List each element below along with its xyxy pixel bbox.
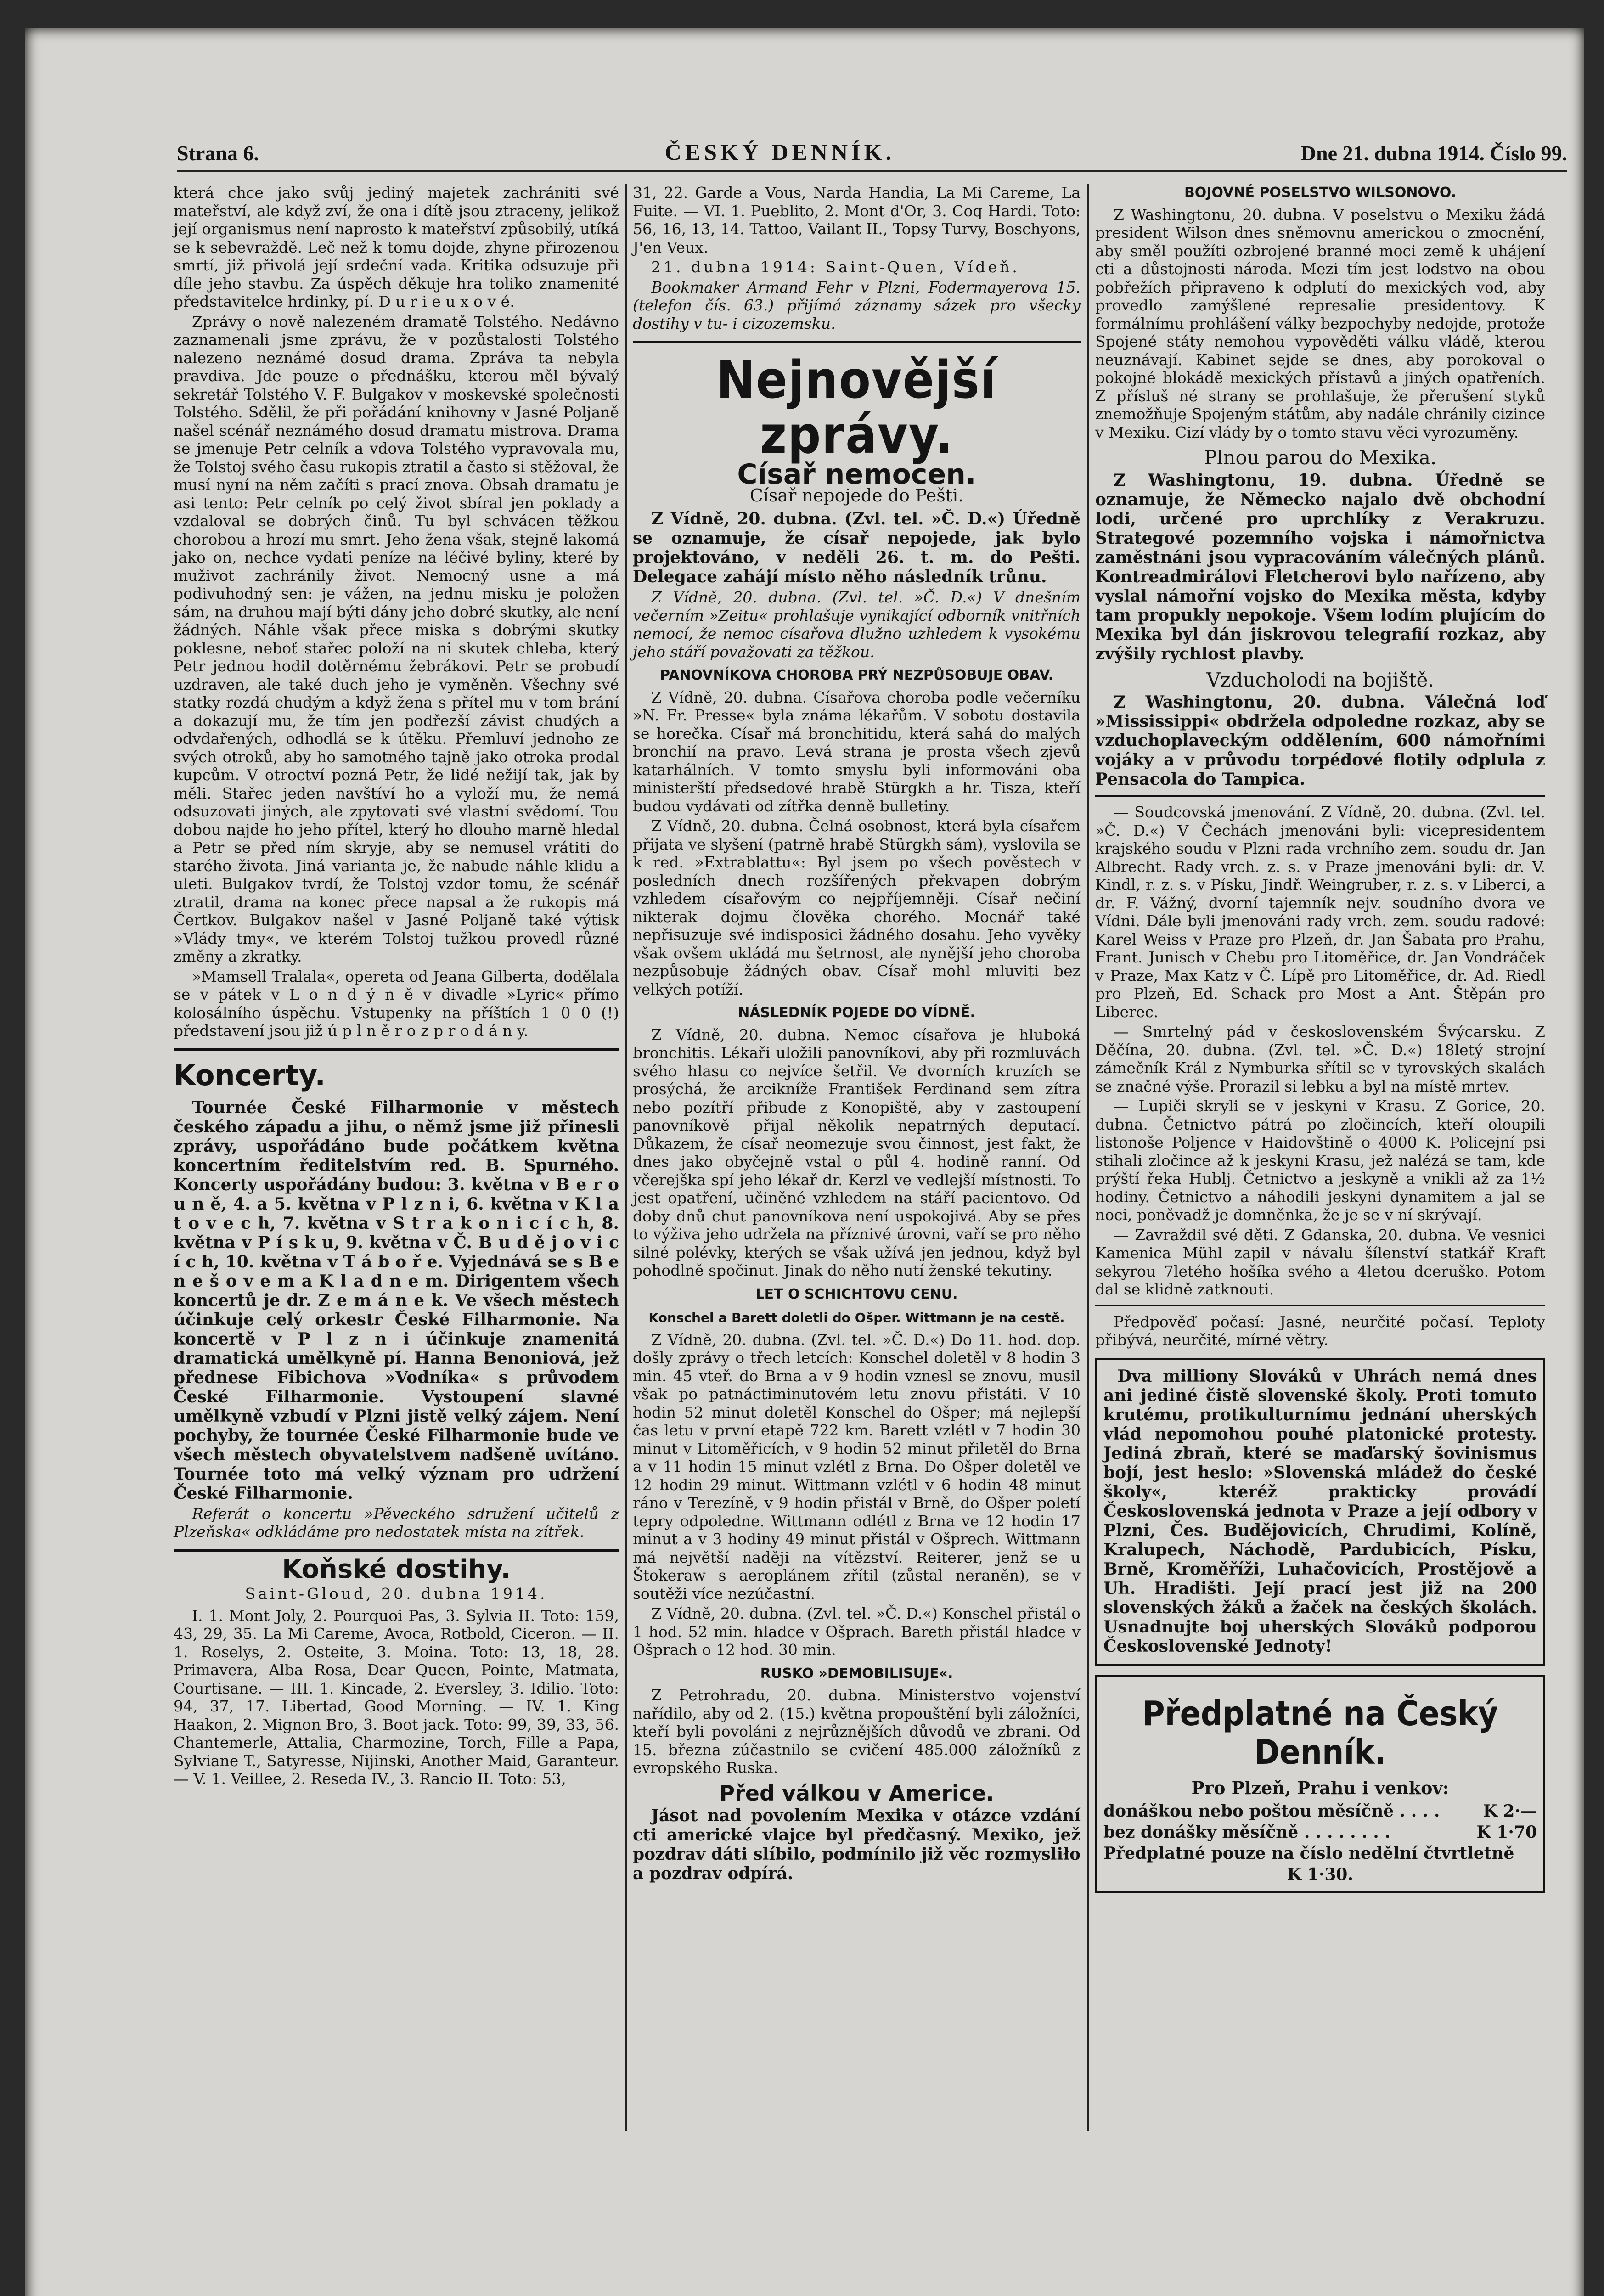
article-paragraph: — Lupiči skryli se v jeskyni v Krasu. Z Gorice, 20. dubna. Četnictvo pátrá po zločincích, kteří oloupili listonoše Poljence v Haidovštině o 4000 K. Policejní psi stihali zločince až k jeskyni Krasu, jež nalézá se tam, kde prýští řeka Hublj. Četnictvo a jeskyně a vnikli až za 1½ hodiny. Četnictvo a náhodili jeskyni dynamitem a jal se noci, poněvadž je domněnka, že je se v ní skrývají. (1095, 1097, 1545, 1224)
advert-box (1095, 1358, 1545, 1666)
article-paragraph: — Zavraždil své děti. Z Gdanska, 20. dubna. Ve vesnici Kamenica Mühl zapil v návalu šílenství statkář Kraft sekyrou 7letého hošíka svého a 4letou dceruško. Potom dal se klidně zatknouti. (1095, 1226, 1545, 1298)
price-row (1103, 1801, 1537, 1822)
article-paragraph: Referát o koncertu »Pěveckého sdružení učitelů z Plzeňska« odkládáme pro nedostatek místa na zítřek. (174, 1504, 619, 1541)
subheading: LET O SCHICHTOVU CENU. (755, 1286, 958, 1302)
article-paragraph: Z Vídně, 20. dubna. (Zvl. tel. »Č. D.«) V dnešním večerním »Zeitu« prohlašuje vynikající odborník vnitřních nemocí, že nemoc císařova dlužno uzhledem k vysokému jeho stáří považovati za těžkou. (633, 588, 1081, 661)
column-rule (1087, 184, 1089, 2131)
issue-date: Dne 21. dubna 1914. Číslo 99. (1300, 141, 1567, 165)
subscription-box (1095, 1675, 1545, 1894)
divider (633, 341, 1081, 343)
dateline: Saint-Gloud, 20. dubna 1914. (245, 1585, 548, 1603)
subheading: BOJOVNÉ POSELSTVO WILSONOVO. (1184, 185, 1457, 201)
article-paragraph: Bookmaker Armand Fehr v Plzni, Fodermayerova 15. (telefon čís. 63.) přijímá záznamy sázek pro všecky dostihy v tu- i cizozemsku. (633, 278, 1081, 332)
divider (174, 1549, 619, 1552)
news-subheadline: Císař nemocen. (737, 458, 976, 490)
divider (1095, 795, 1545, 797)
page-header (177, 138, 1567, 172)
article-paragraph: — Smrtelný pád v československém Švýcarsku. Z Děčína, 20. dubna. (Zvl. tel. »Č. D.«) 18letý strojní zámečník Král z Nymburka sřítil se v tyrovských skalách se značné výše. Prorazil si lebku a byl na místě mrtev. (1095, 1023, 1545, 1095)
subheading: RUSKO »DEMOBILISUJE«. (760, 1665, 953, 1682)
subheading: Konschel a Barett doletli do Ošper. Wittmann je na cestě. (648, 1310, 1065, 1325)
price-value: K 2·— (1483, 1801, 1537, 1821)
article-paragraph: Z Washingtonu, 20. dubna. V poselstvu o Mexiku žádá president Wilson dnes sněmovnu americkou o zmocnění, aby směl použíti ozbrojené branné moci země k uhájení cti a důstojnosti národa. Mezi tím jest lodstvo na obou pobřežích připraveno k odplutí do mexických vod, aby provedlo zamýšlené represalie presidentovy. K formálnímu prohlášení války bezpochyby nedojde, protože Spojené státy nemohou vypověděti válku vládě, kterou neuznávají. Kabinet sejde se dnes, aby porokoval o pokojné blokádě mexických přístavů a jiných opatřeních. Z přísluš né strany se prohlašuje, že přerušení styků znemožňuje Spojeným státům, aby nadále chránily cizince v Mexiku. Cizí vlády by o tomto stavu věci vyrozuměny. (1095, 205, 1545, 441)
divider (174, 1048, 619, 1051)
article-paragraph: »Mamsell Tralala«, opereta od Jeana Gilberta, dodělala se v pátek v L o n d ý n ě v divadle »Lyric« přímo kolosálního úspěchu. Vstupenky na příštích 1 0 0 (!) představení jsou již ú p l n ě r o z p r o d á n y. (174, 967, 619, 1040)
subscription-subtitle: Pro Plzeň, Prahu i venkov: (1191, 1777, 1449, 1798)
advert-text: Dva milliony Slováků v Uhrách nemá dnes ani jediné čistě slovenské školy. Proti tomuto krutému, protikulturnímu jednání uherských vlád nepomohou pouhé platonické protesty. Jediná zbraň, které se maďarský šovinismus bojí, jest heslo: »Slovenská mládež do české školy«, kteréž prakticky provádí Československá jednota v Praze a její odbory v Plzni, Čes. Budějovicích, Chrudimi, Kolíně, Kralupech, Náchodě, Pardubicích, Písku, Brně, Kroměříži, Luhačovicích, Prostějově a Uh. Hradišti. Její prací jest již na 200 slovenských žáků a žaček na českých školách. Usnadnujte boj uherských Slováků podporou Československé Jednoty! (1103, 1366, 1537, 1656)
subheading: PANOVNÍKOVA CHOROBA PRÝ NEZPŮSOBUJE OBAV. (660, 667, 1053, 683)
article-paragraph: Z Washingtonu, 20. dubna. Válečná loď »Mississippi« obdržela odpoledne rozkaz, aby se vzduchoplaveckým oddělením, 600 námořními vojáky a v průvodu torpédové flotily odplula z Pensacola do Tampica. (1095, 692, 1545, 789)
article-paragraph: Z Vídně, 20. dubna. Nemoc císařova je hluboká bronchitis. Lékaři uložili panovníkovi, aby při rozmluvách svého hlasu co nejvíce šetřil. Ve dvorních kruzích se prosýchá, že arcikníže František Ferdinand sem zítra nebo pozítří přibude z Konopiště, aby v zastoupení panovníkově přijal několik nepatrných deputací. Důkazem, že císař neomezuje svou činnost, jest fakt, že dnes jako obyčejně vstal o půl 4. hodině ranní. Od včerejška spí jeho lékař dr. Kerzl ve vedlejší místnosti. To jest opatření, učiněné vzhledem na stáří pacientovo. Od doby dnů chut panovníkova není uspokojivá. Aby se přes to výživa jeho udržela na příznivé úrovni, vaří se pro něho silné polévky, kterých se však užívá jen jednou, když byl pohodlně spočinut. Jinak do něho nutí ženské tekutiny. (633, 1025, 1081, 1279)
masthead: ČESKÝ DENNÍK. (664, 139, 895, 165)
divider (1095, 1305, 1545, 1306)
article-paragraph: 21. dubna 1914: Saint-Quen, Vídeň. (651, 258, 1020, 276)
price-row (1103, 1822, 1537, 1843)
subheading: Vzducholodi na bojiště. (1206, 668, 1434, 691)
price-label: bez donášky měsíčně . . . . . . . . (1103, 1823, 1390, 1842)
section-heading: Koňské dostihy. (282, 1554, 511, 1584)
news-headline: Nejnovější zprávy. (716, 350, 997, 465)
article-paragraph: — Soudcovská jmenování. Z Vídně, 20. dubna. (Zvl. tel. »Č. D.«) V Čechách jmenováni byli: vicepresidentem krajského soudu v Plzni rada vrchního zem. soudu dr. Jan Albrecht. Rady vrch. z. s. v Praze jmenováni byli: dr. V. Kindl, r. z. s. v Písku, Jindř. Weingruber, r. z. s. v Liberci, a dr. F. Vážný, dvorní tajemník nejv. soudního dvora ve Vídni. Dále byli jmenováni rady vrch. zem. soudu radové: Karel Weiss v Praze pro Plzeň, dr. Jan Šabata pro Prahu, Frant. Junisch v Chebu pro Litoměřice, dr. Jan Vondráček v Praze, Max Katz v Č. Lípě pro Litoměřice, dr. Ad. Riedl pro Plzeň, Ed. Schack pro Most a Ant. Štěpán pro Liberec. (1095, 803, 1545, 1021)
news-subheadline: Císař nepojede do Pešti. (749, 485, 964, 506)
article-paragraph: Z Petrohradu, 20. dubna. Ministerstvo vojenství nařídilo, aby od 2. (15.) května propouštění byli záložníci, kteří byli povoláni z nejrůznějších důvodů ve zbrani. Od 15. března zúčastnilo se cvičení 485.000 záložníků z evropského Ruska. (633, 1686, 1081, 1777)
subheading: NÁSLEDNÍK POJEDE DO VÍDNĚ. (738, 1005, 975, 1021)
price-value: K 1·30. (1287, 1865, 1354, 1884)
article-paragraph: 31, 22. Garde a Vous, Narda Handia, La Mi Careme, La Fuite. — VI. 1. Pueblito, 2. Mont d'Or, 3. Coq Hardi. Toto: 56, 16, 13, 14. Tattoo, Vailant II., Topsy Turvy, Boschyons, J'en Veux. (633, 184, 1081, 256)
subheading: Plnou parou do Mexika. (1204, 446, 1437, 469)
subscription-title: Předplatné na Český Denník. (1142, 1694, 1498, 1772)
column-3 (1095, 184, 1545, 1893)
article-paragraph: Z Vídně, 20. dubna. Císařova choroba podle večerníku »N. Fr. Presse« byla známa lékařům. V sobotu dostavila se horečka. Císař má bronchitidu, která sahá do malých bronchií na pravo. Levá strana je prosta všech zjevů katarhálních. V tomto smyslu byli informováni oba ministerští předsedové hrabě Stürgkh a hr. Tisza, kteří budou vydávati od zítřka denně bulletiny. (633, 688, 1081, 815)
page-number: Strana 6. (177, 141, 259, 165)
article-paragraph: Z Vídně, 20. dubna. (Zvl. tel. »Č. D.«) Konschel přistál o 1 hod. 52 min. hladce v Ošprach. Bareth přistál hladce v Ošprach o 12 hod. 30 min. (633, 1604, 1081, 1659)
column-1 (174, 184, 619, 1790)
article-paragraph: Jásot nad povolením Mexika v otázce vzdání cti americké vlajce byl předčasný. Mexiko, jež pozdrav dáti slíbilo, podmínilo již věc rozmysliło a pozdrav odpírá. (633, 1806, 1081, 1883)
article-paragraph: Z Vídně, 20. dubna. (Zvl. tel. »Č. D.«) Do 11. hod. dop. došly zprávy o třech letcích: Konschel doletěl v 8 hodin 3 min. 45 vteř. do Brna a v 9 hodin vznesl se znovu, musil však po patnáctiminutovém letu znovu přistáti. V 10 hodin 52 minut doletěl Konschel do Ošper; má nejlepší čas letu v první etapě 722 km. Barett vzlétl v 7 hodin 30 minut v Litoměřicích, v 9 hodin 52 minut přiletěl do Brna a v 11 hodin 15 minut vzlétl z Brna. Do Ošper doletěl ve 12 hodin 29 minut. Wittmann vzlétl v 6 hodin 48 minut ráno v Terezíně, v 9 hodin přistál v Brně, do Ošper poletí tepry odpoledne. Wittmann odlétl z Brna ve 12 hodin 17 minut a v 3 hodiny 49 minut přistál v Ošprech. Wittmann má největší naději na vítězství. Reiterer, jenž se u Štokeraw s aeroplánem zřítil (zůstal neraněn), se v soutěži více nezúčastní. (633, 1330, 1081, 1603)
article-paragraph: Z Washingtonu, 19. dubna. Úředně se oznamuje, že Německo najalo dvě obchodní lodi, určené pro uprchlíky z Verakruzu. Strategové pozemního vojska i námořnictva zaměstnáni jsou vypracováním válečných plánů. Kontreadmirálovi Fletcherovi bylo nařízeno, aby vyslal námořní vojsko do Mexika města, kdyby tam propukly nepokoje. Všem lodím plujícím do Mexika byl dán jiskrovou telegrafií rozkaz, aby zvýšily rychlost plavby. (1095, 470, 1545, 664)
subheading: Před válkou v Americe. (719, 1780, 994, 1806)
column-rule (625, 184, 627, 2131)
section-heading: Koncerty. (174, 1058, 326, 1092)
article-paragraph: Zprávy o nově nalezeném dramatě Tolstého. Nedávno zaznamenali jsme zprávu, že v pozůstalosti Tolstého nalezeno neznámé dosud drama. Zpráva ta nebyla pravdiva. Jde pouze o přednášku, kterou měl bývalý sekretář Tolstého V. F. Bulgakov v moskevské společnosti Tolstého. Sdělil, že při pořádání knihovny v Jasné Poljaně našel scénář neznámého dosud dramatu mistrova. Drama se jmenuje Petr celník a vdova Tolstého vypravovala mu, že Tolstoj svého času rukopis ztratil a často si stěžoval, že musí nyní na něm začíti s prací znova. Obsah dramatu je asi tento: Petr celník po celý život sbíral jen poklady a vzdaloval se dobrých činů. Tu byl schvácen těžkou chorobou a hrozí mu smrt. Jeho žena však, stejně lakomá jako on, nechce vydati peníze na léčivé byliny, které by muživot zachránily život. Nemocný usne a má podivuhodný sen: je vážen, na jednu misku je položen sám, na druhou mají býti dány jeho dobré skutky, ale není žádných. Náhle však přece miska s dobrými skutky poklesne, neboť stařec položí na ni skutek chleba, který Petr jednou hodil dotěrnému žebrákovi. Petr se probudí uzdraven, ale také duch jeho je vyměněn. Všechny své statky rozdá chudým a když žena s přítel mu v tom brání a dokazují mu, že tím jen podřezší závist chudých a odvdařených, odhodlá se k útěku. Přemluví jednoho ze svých otroků, aby ho samotného tajně jako otroka prodal kupcům. V otroctví pozná Petr, že lidé nežijí tak, jak by měli. Stařec jeden navštíví ho a vyloží mu, že nemá odsuzovati jiných, ale zpytovati své vlastní svědomí. Tou dobou najde ho jeho přítel, který ho dlouho marně hledal a Petr se před ním skryje, aby se nemusel vrátiti do starého života. Jiná varianta je, že nabude náhle klidu a uleti. Bulgakov tvrdí, že Tolstoj vzdor tomu, že scénář ztratil, drama na konec přece napsal a že rukopis má Čertkov. Bulgakov našel v Jasné Poljaně také výtisk »Vlády tmy«, ve kterém Tolstoj tužkou provedl různé změny a zkratky. (174, 312, 619, 965)
price-value: K 1·70 (1476, 1823, 1537, 1842)
price-label: Předplatné pouze na číslo nedělní čtvrtletně (1103, 1844, 1514, 1863)
article-paragraph: Z Vídně, 20. dubna. Čelná osobnost, která byla císařem přijata ve slyšení (patrně hrabě Stürgkh sám), vyslovila se k red. »Extrablattu«: Byl jsem po všech pověstech v posledních dnech rozšířených překvapen dobrým vzhledem císařovým co nejpříjemněji. Císař nečiní nikterak dojmu člověka chorého. Mocnář také nepřisuzuje své indisposici žádného dosahu. Jeho vyvěky však ovšem ukládá mu šetrnost, ale nynější jeho choroba nezpůsobuje žádných obav. Císař mohl mluviti bez velkých potíží. (633, 817, 1081, 998)
article-paragraph: která chce jako svůj jediný majetek zachrániti své mateřství, ale když zví, že ona i dítě jsou ztraceny, jelikož její organismus není naprosto k mateřství způsobilý, utíká se k sebevraždě. Leč než k tomu dojde, zhyne přirozenou smrtí, již přivolá její srdeční vada. Kritika odsuzuje při díle jeho stavbu. Za úspěch děkuje hra toliko znamenité představitelce hrdinky, pí. D u r i e u x o v é. (174, 184, 619, 310)
weather-forecast: Předpověď počasí: Jasné, neurčité počasí. Teploty přibývá, neurčité, mírné větry. (1095, 1312, 1545, 1349)
article-paragraph: Tournée České Filharmonie v městech českého západu a jihu, o němž jsme již přinesli zprávy, uspořádáno bude počátkem května koncertním ředitelstvím red. B. Spurného. Koncerty uspořádány budou: 3. května v B e r o u n ě, 4. a 5. května v P l z n i, 6. května v K l a t o v e c h, 7. května v S t r a k o n i c í c h, 8. května v P í s k u, 9. května v Č. B u d ě j o v i c í c h, 10. května v T á b o ř e. Vyjednává se s B e n e š o v e m a K l a d n e m. Dirigentem všech koncertů je dr. Z e m á n e k. Ve všech městech účinkuje celý orkestr České Filharmonie. Na koncertě v P l z n i účinkuje znamenitá dramatická umělkyně pí. Hanna Benoniová, jež přednese Fibichova »Vodníka« s průvodem České Filharmonie. Vystoupení slavné umělkyně vzbudí v Plzni jistě velký zájem. Není pochyby, že tournée České Filharmonie bude ve všech městech obyvatelstvem nadšeně uvítáno. Tournée toto má velký význam pro udržení České Filharmonie. (174, 1097, 619, 1503)
article-paragraph: I. 1. Mont Joly, 2. Pourquoi Pas, 3. Sylvia II. Toto: 159, 43, 29, 35. La Mi Careme, Avoca, Rotbold, Ciceron. — II. 1. Roselys, 2. Osteite, 3. Moina. Toto: 13, 18, 28. Primavera, Alba Rosa, Dear Queen, Pointe, Matmata, Courtisane. — III. 1. Kincade, 2. Eversley, 3. Idilio. Toto: 94, 37, 17. Libertad, Good Morning. — IV. 1. King Haakon, 2. Mignon Bro, 3. Boot jack. Toto: 99, 39, 33, 56. Chantemerle, Attalia, Charmozine, Torch, Fille a Papa, Sylviane T., Satyresse, Nijinski, Another Maid, Garanteur. — V. 1. Veillee, 2. Reseda IV., 3. Rancio II. Toto: 53, (174, 1606, 619, 1788)
article-paragraph: Z Vídně, 20. dubna. (Zvl. tel. »Č. D.«) Úředně se oznamuje, že císař nepojede, jak bylo projektováno, v neděli 26. t. m. do Pešti. Delegace zahájí místo něho následník trůnu. (633, 509, 1081, 586)
price-label: donáškou nebo poštou měsíčně . . . . (1103, 1801, 1440, 1821)
column-2 (633, 184, 1081, 1885)
